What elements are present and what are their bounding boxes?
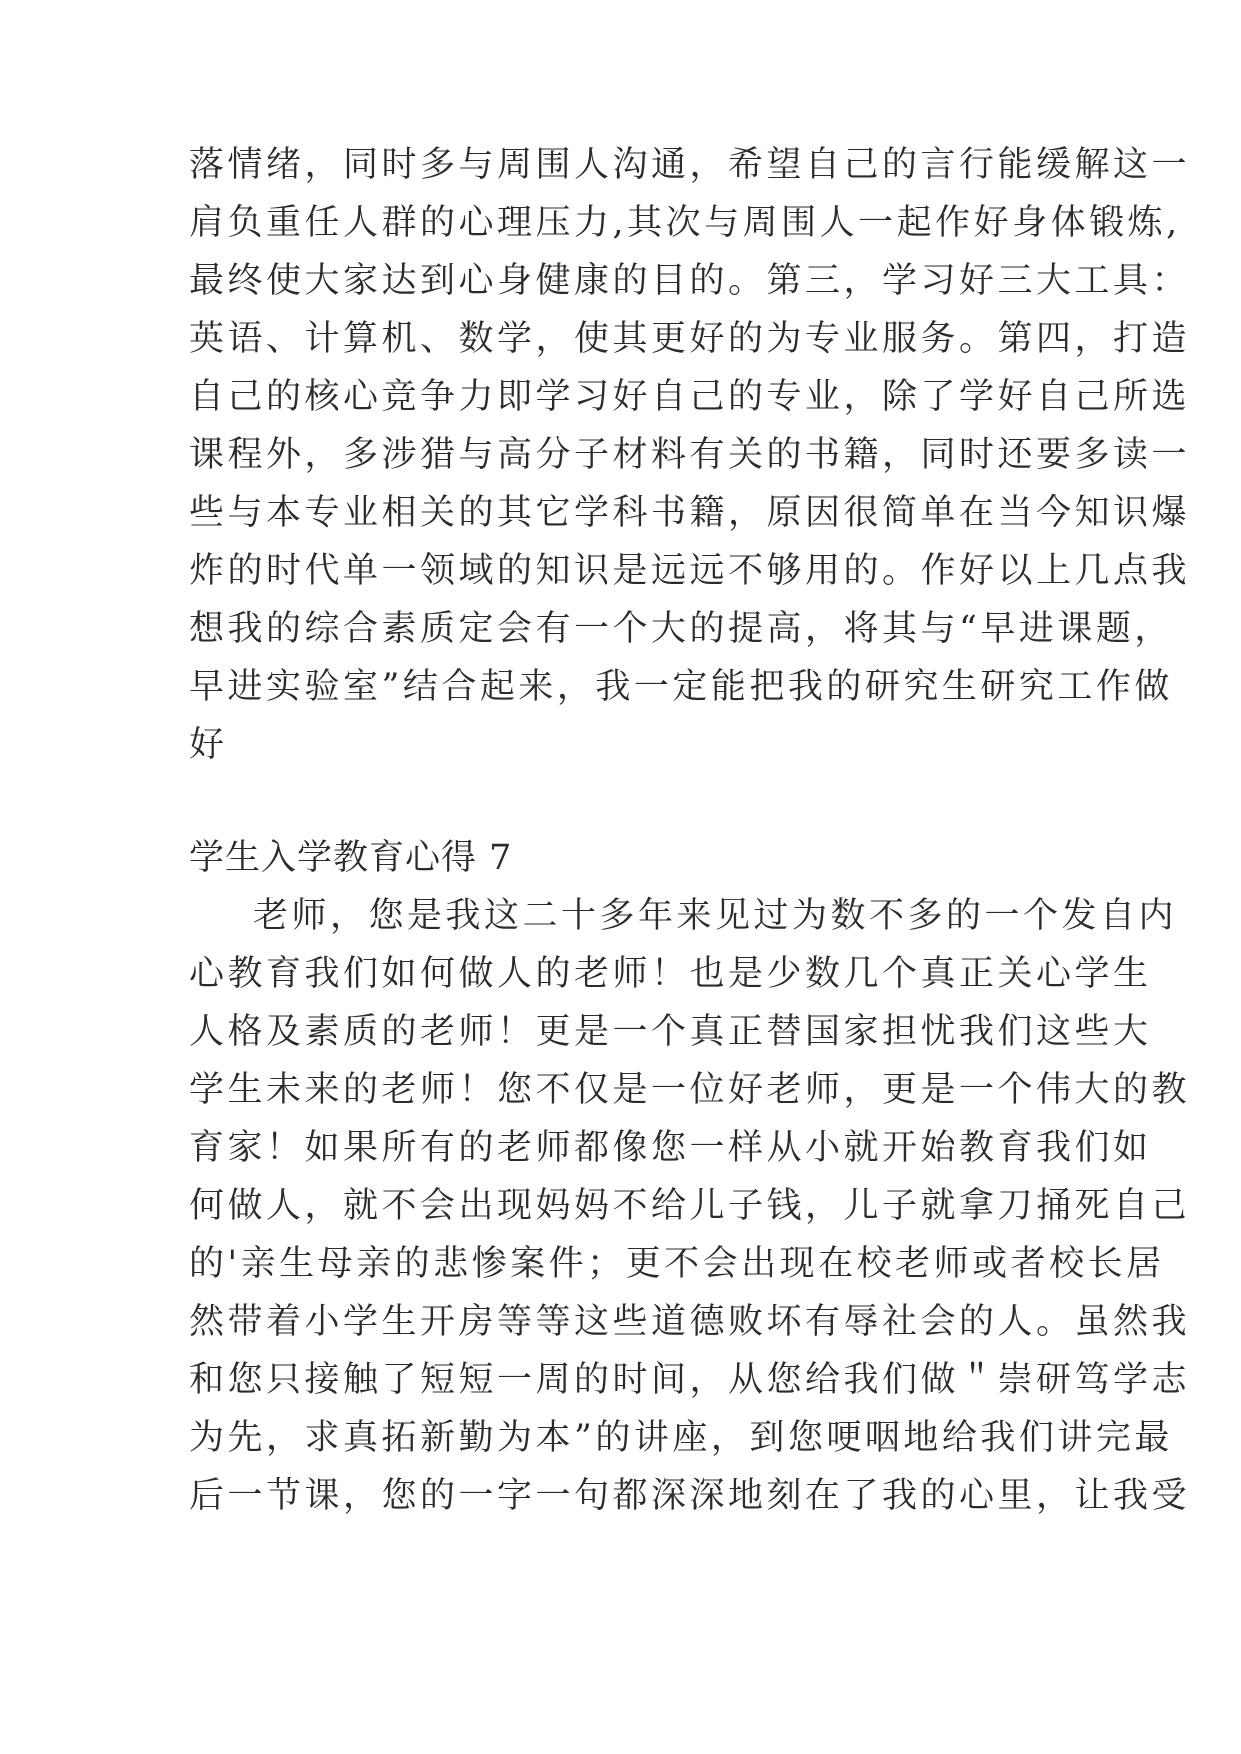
paragraph-line: 后一节课，您的一字一句都深深地刻在了我的心里，让我受	[189, 1476, 1191, 1516]
paragraph-line: 英语、计算机、数学，使其更好的为专业服务。第四，打造	[189, 319, 1191, 359]
paragraph-line: 自己的核心竞争力即学习好自己的专业，除了学好自己所选	[189, 377, 1191, 417]
document-body	[189, 136, 1191, 1525]
paragraph-line: 人格及素质的老师！更是一个真正替国家担忧我们这些大	[189, 1012, 1152, 1052]
paragraph-line: 些与本专业相关的其它学科书籍，原因很简单在当今知识爆	[189, 493, 1191, 533]
paragraph-line: 想我的综合素质定会有一个大的提高，将其与“早进课题，	[189, 609, 1173, 649]
paragraph-line: 然带着小学生开房等等这些道德败坏有辱社会的人。虽然我	[189, 1302, 1191, 1342]
paragraph-line: 育家！如果所有的老师都像您一样从小就开始教育我们如	[189, 1128, 1152, 1168]
paragraph-line: 好	[189, 725, 228, 765]
paragraph-line: 和您只接触了短短一周的时间，从您给我们做＂崇研笃学志	[189, 1360, 1191, 1400]
section-heading: 学生入学教育心得 7	[189, 838, 513, 878]
paragraph-line: 肩负重任人群的心理压力,其次与周围人一起作好身体锻炼,	[189, 203, 1181, 243]
paragraph-line: 炸的时代单一领域的知识是远远不够用的。作好以上几点我	[189, 551, 1191, 591]
section-spacer	[189, 774, 1069, 829]
paragraph-line: 学生未来的老师！您不仅是一位好老师，更是一个伟大的教	[189, 1070, 1191, 1110]
paragraph-line: 心教育我们如何做人的老师！也是少数几个真正关心学生	[189, 954, 1152, 994]
paragraph-line: 课程外，多涉猎与高分子材料有关的书籍，同时还要多读一	[189, 435, 1191, 475]
paragraph-line: 为先，求真拓新勤为本”的讲座，到您哽咽地给我们讲完最	[189, 1418, 1173, 1458]
paragraph-line: 何做人，就不会出现妈妈不给儿子钱，儿子就拿刀捅死自己	[189, 1186, 1191, 1226]
paragraph-line: 最终使大家达到心身健康的目的。第三，学习好三大工具：	[189, 261, 1191, 301]
paragraph-line: 早进实验室”结合起来，我一定能把我的研究生研究工作做	[189, 667, 1173, 707]
paragraph-line: 老师，您是我这二十多年来见过为数不多的一个发自内	[253, 896, 1178, 936]
paragraph-line: 的'亲生母亲的悲惨案件；更不会出现在校老师或者校长居	[189, 1244, 1165, 1284]
paragraph-line: 落情绪，同时多与周围人沟通，希望自己的言行能缓解这一	[189, 145, 1191, 185]
